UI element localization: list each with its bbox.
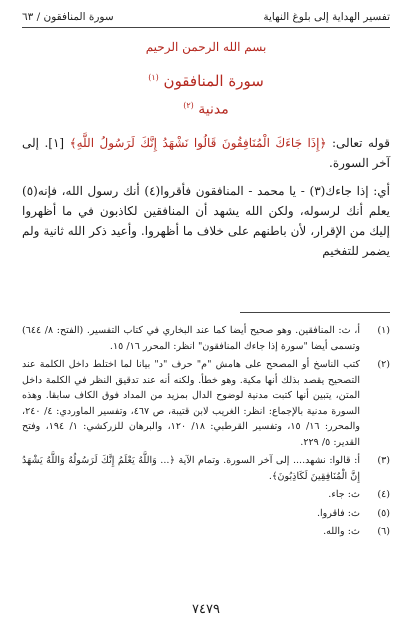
surah-title-note: (١) xyxy=(148,73,159,82)
running-header xyxy=(22,7,390,28)
footnote-number: (٤) xyxy=(377,489,390,500)
footnote-number: (٦) xyxy=(377,526,390,537)
quran-verse: ﴿إِذَا جَاءَكَ الْمُنَافِقُونَ قَالُوا نَشْهَدُ إِنَّكَ لَرَسُولُ اللَّهِ﴾ xyxy=(69,136,327,150)
footnote xyxy=(22,357,390,450)
footnote-number: (٢) xyxy=(377,359,390,370)
footnote-text: ث: والله. xyxy=(323,526,360,537)
footnote-text: أ: قالوا: نشهد.... إلى آخر السورة. وتمام الآية ﴿... وَاللَّهُ يَعْلَمُ إِنَّكَ لَرَسُولُهُ وَاللَّهُ يَشْهَدُ إِنَّ الْمُنَافِقِينَ لَكَاذِبُونَ﴾. xyxy=(22,455,360,482)
surah-revelation-note: (٢) xyxy=(183,101,194,110)
header-book-title: تفسير الهداية إلى بلوغ النهاية xyxy=(263,11,390,23)
footnote-number: (٥) xyxy=(377,507,390,519)
footnote-number: (٣) xyxy=(377,455,390,466)
footnote-text: ث: جاء. xyxy=(328,489,360,500)
footnote-text: ث: فاقروا. xyxy=(316,507,360,519)
commentary-paragraph-1 xyxy=(22,133,390,173)
footnote xyxy=(22,487,390,503)
footnotes xyxy=(22,323,390,543)
surah-revelation-text: مدنية xyxy=(198,101,229,118)
page-number: ٧٤٧٩ xyxy=(192,602,220,617)
footnote xyxy=(22,524,390,540)
footnote-text: كتب الناسخ أو المصحح على هامش "م" حرف "د" بيانا لما اختلط داخل الكلمة عند التصحيح يقصد بذلك أنها مكية. وهو خطأ. ولكنه أنه عند تدقيق النظر في الكلمة داخل المتن، يتبين أنها كتبت مدنية لوضوح الدال بمزيد من المداد فوق الكاف سابقا. وهذه السورة مدنية بالإجماع: انظر: الغريب لابن قتيبة، ص ٤٦٧، وتفسير الماوردي: ٤/ ٢٤٠، والمحرر: ١٦/ ١٥، وتفسير القرطبي: ١٨/ ١٢٠، والبرهان للزركشي: ١/ ١٩٤، وفتح القدير: ٥/ ٢٢٩. xyxy=(22,359,360,448)
footnote-divider xyxy=(240,312,390,313)
surah-revelation xyxy=(0,101,412,118)
footnote xyxy=(22,323,390,354)
footnote xyxy=(22,506,390,522)
footnote xyxy=(22,453,390,484)
footnote-number: (١) xyxy=(377,325,390,336)
surah-title-text: سورة المنافقون xyxy=(163,72,264,90)
basmala: بسم الله الرحمن الرحيم xyxy=(145,40,267,54)
verse-reference: [١]. إلى آخر السورة. xyxy=(22,136,390,170)
commentary-intro: قوله تعالى: xyxy=(332,136,390,150)
commentary-body xyxy=(22,133,390,269)
header-surah-page: سورة المنافقون / ٦٣ xyxy=(22,11,114,23)
surah-title xyxy=(0,72,412,90)
footnote-text: أ، ث: المنافقين. وهو صحيح أيضا كما عند البخاري في كتاب التفسير. (الفتح: ٨/ ٦٤٤) وتسمى أيضا "سورة إذا جاءك المنافقون" انظر: المحرر ١٦/ ١٥. xyxy=(22,325,360,352)
commentary-paragraph-2: أي: إذا جاءك(٣) - يا محمد - المنافقون فأقروا(٤) أنك رسول الله، فإنه(٥) يعلم أنك لرسوله، ولكن الله يشهد أن المنافقين لكاذبون في ما أظهروا إليك من الإقرار، لأن باطنهم على خلاف ما أظهروا. وأعيد ذكر الله ثانية ولم يضمر للتفخيم xyxy=(22,184,390,258)
